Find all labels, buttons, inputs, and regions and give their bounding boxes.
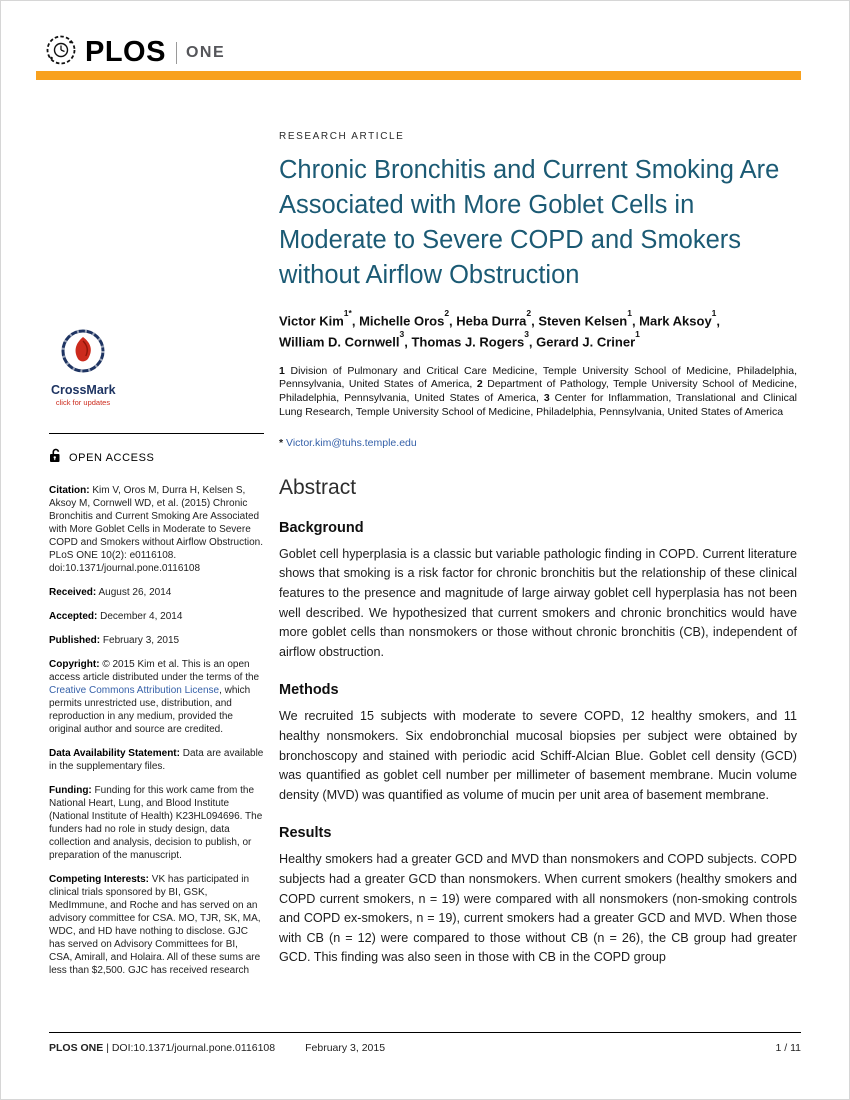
affiliation-text: Center for Inflammation, Translational and Clinical Lung Research, Temple University School of Medicine, Philadelphia, Pennsylvania, United States of America [279,392,797,419]
open-access-label: OPEN ACCESS [69,452,155,464]
crossmark-subtitle: click for updates [55,398,111,407]
abstract-heading: Abstract [279,475,357,499]
accepted-label: Accepted: [49,611,98,622]
article-metadata-sidebar [49,433,264,988]
crossmark-icon [59,362,107,379]
citation-text: Kim V, Oros M, Durra H, Kelsen S, Aksoy M, Cornwell WD, et al. (2015) Chronic Bronchitis and Current Smoking Are Associated with More Goblet Cells in Moderate to Severe COPD and Smokers without Airflow Obstruction. PLoS ONE 10(2): e0116108. doi:10.1371/journal.pone.0116108 [49,485,263,574]
page-footer [49,1032,801,1054]
received-block [49,586,264,599]
author-name: William D. Cornwell [279,334,400,350]
copyright-text-post: , which permits unrestricted use, distribution, and reproduction in any medium, provided the original author and source are credited. [49,685,251,735]
section-text-methods: We recruited 15 subjects with moderate to severe COPD, 12 healthy smokers, and 11 healthy nonsmokers. Six endobronchial mucosal biopsies per subject were obtained by bronchoscopy and stained with periodic acid Schiff-Alcian Blue. Goblet cell density (GCD) was quantified as goblet cell number per millimeter of basement membrane. Mucin volume density (MVD) was quantified as volume of mucin per unit area of basement membrane. [279,709,797,802]
open-lock-icon [49,448,62,468]
author-name: Victor Kim [279,313,344,329]
affiliation-list [279,365,797,420]
accepted-date: December 4, 2014 [100,611,183,622]
corresponding-author-star: * [279,436,284,449]
corresponding-author-line [279,437,797,449]
corresponding-author-email-link[interactable]: Victor.kim@tuhs.temple.edu [286,436,417,449]
section-heading-methods: Methods [279,682,339,699]
author-name: Thomas J. Rogers [411,334,525,350]
affiliation-number: 2 [476,378,483,391]
accepted-block [49,610,264,623]
author-name: Gerard J. Criner [536,334,636,350]
author-affil-sup: 2 [526,308,532,318]
plos-logo[interactable] [45,34,225,71]
plos-globe-icon [45,34,77,71]
section-text-background: Goblet cell hyperplasia is a classic but variable pathologic finding in COPD. Current literature shows that smoking is a risk factor for chronic bronchitis but the relationship of these clinical features to the presence and magnitude of large airway goblet cell hyperplasia has not been well described. We hypothesized that current smokers and chronic bronchitics would have more goblet cells than nonsmokers or those without chronic bronchitis (CB), independent of airflow obstruction. [279,546,797,659]
data-availability-block [49,747,264,773]
data-availability-label: Data Availability Statement: [49,748,180,759]
section-heading-background: Background [279,519,364,536]
section-text-results: Healthy smokers had a greater GCD and MVD than nonsmokers and COPD subjects. COPD subjects had a greater GCD than nonsmokers. When current smokers (healthy smokers and COPD current smokers, n = 19) were compared with all nonsmokers (non-smoking controls and COPD ex-smokers, n = 19), current smokers had a greater GCD and MVD. When those with CB (n = 12) were compared to those without CB (n = 26), the CB group had greater GCD. This finding was also seen in those with CB in the COPD group [279,852,797,965]
author-name: Michelle Oros [359,313,445,329]
received-label: Received: [49,587,97,598]
citation-block [49,484,264,575]
published-block [49,634,264,647]
section-heading-results: Results [279,825,332,842]
citation-label: Citation: [49,485,90,496]
open-access-row [49,448,264,468]
cc-license-link[interactable]: Creative Commons Attribution License [49,685,220,696]
author-affil-sup: 1 [711,308,717,318]
footer-citation [49,1042,385,1054]
accent-bar [36,71,801,80]
footer-doi: | DOI:10.1371/journal.pone.0116108 [106,1042,276,1054]
funding-text: Funding for this work came from the National Heart, Lung, and Blood Institute (National Institute of Health) K23HL094696. The funders had no role in study design, data collection and analysis, decision to publish, or preparation of the manuscript. [49,785,263,861]
sidebar-divider [49,433,264,434]
received-date: August 26, 2014 [98,587,172,598]
copyright-block [49,658,264,736]
funding-block [49,784,264,862]
affiliation-text: Division of Pulmonary and Critical Care Medicine, Temple University School of Medicine, Philadelphia, Pennsylvania, United States of America, [279,364,797,391]
author-affil-sup: 3 [524,328,529,339]
affiliation-text: Department of Pathology, Temple University School of Medicine, Philadelphia, Pennsylvania, United States of America, [279,378,797,405]
competing-interests-text: VK has participated in clinical trials sponsored by BI, GSK, MedImmune, and Roche and has served on an advisory committee for CSA. MO, TJR, SK, MA, WDC, and HD have nothing to disclose. GJC has served on Advisory Committees for BI, CSA, Amirall, and Holaira. All of these sums are less than $2,500. GJC has received research [49,874,261,976]
author-affil-sup: 1 [635,328,640,339]
author-name: Steven Kelsen [538,313,628,329]
footer-page-number: 1 / 11 [775,1042,801,1054]
author-list: Victor Kim$^{1*}$, Michelle Oros$^2$, Heba Durra$^2$, Steven Kelsen$^1$, Mark Aksoy$^1$, William D. Cornwell$^3$, Thomas J. Rogers$^3$, Gerard J. Criner$^1$ [279,308,721,350]
author-affil-sup: 1 [627,308,632,318]
article-main [279,131,797,968]
competing-interests-block [49,873,264,977]
journal-name: ONE [185,43,226,61]
copyright-text-pre: © 2015 Kim et al. This is an open access article distributed under the terms of the [49,659,260,683]
author-affil-sup: 1* [343,308,352,318]
footer-journal: PLOS ONE [49,1042,104,1054]
funding-label: Funding: [49,785,92,796]
logo-divider [176,42,177,64]
affiliation-number: 1 [279,364,285,377]
published-date: February 3, 2015 [102,635,180,646]
copyright-label: Copyright: [49,659,100,670]
affiliation-number: 3 [543,392,550,405]
data-availability-text: Data are available in the supplementary files. [49,748,264,772]
article-title: Chronic Bronchitis and Current Smoking Are Associated with More Goblet Cells in Moderate to Severe COPD and Smokers without Airflow Obstruction [279,156,780,289]
author-affil-sup: 2 [444,308,450,318]
competing-interests-label: Competing Interests: [49,874,150,885]
author-name: Heba Durra [456,313,527,329]
author-name: Mark Aksoy [639,313,712,329]
author-affil-sup: 3 [399,328,405,339]
plos-wordmark: PLOS [85,36,166,68]
crossmark-badge[interactable] [51,327,115,407]
footer-date: February 3, 2015 [305,1042,386,1054]
crossmark-label: CrossMark [51,383,116,397]
published-label: Published: [49,635,101,646]
article-type-kicker: RESEARCH ARTICLE [279,131,405,142]
